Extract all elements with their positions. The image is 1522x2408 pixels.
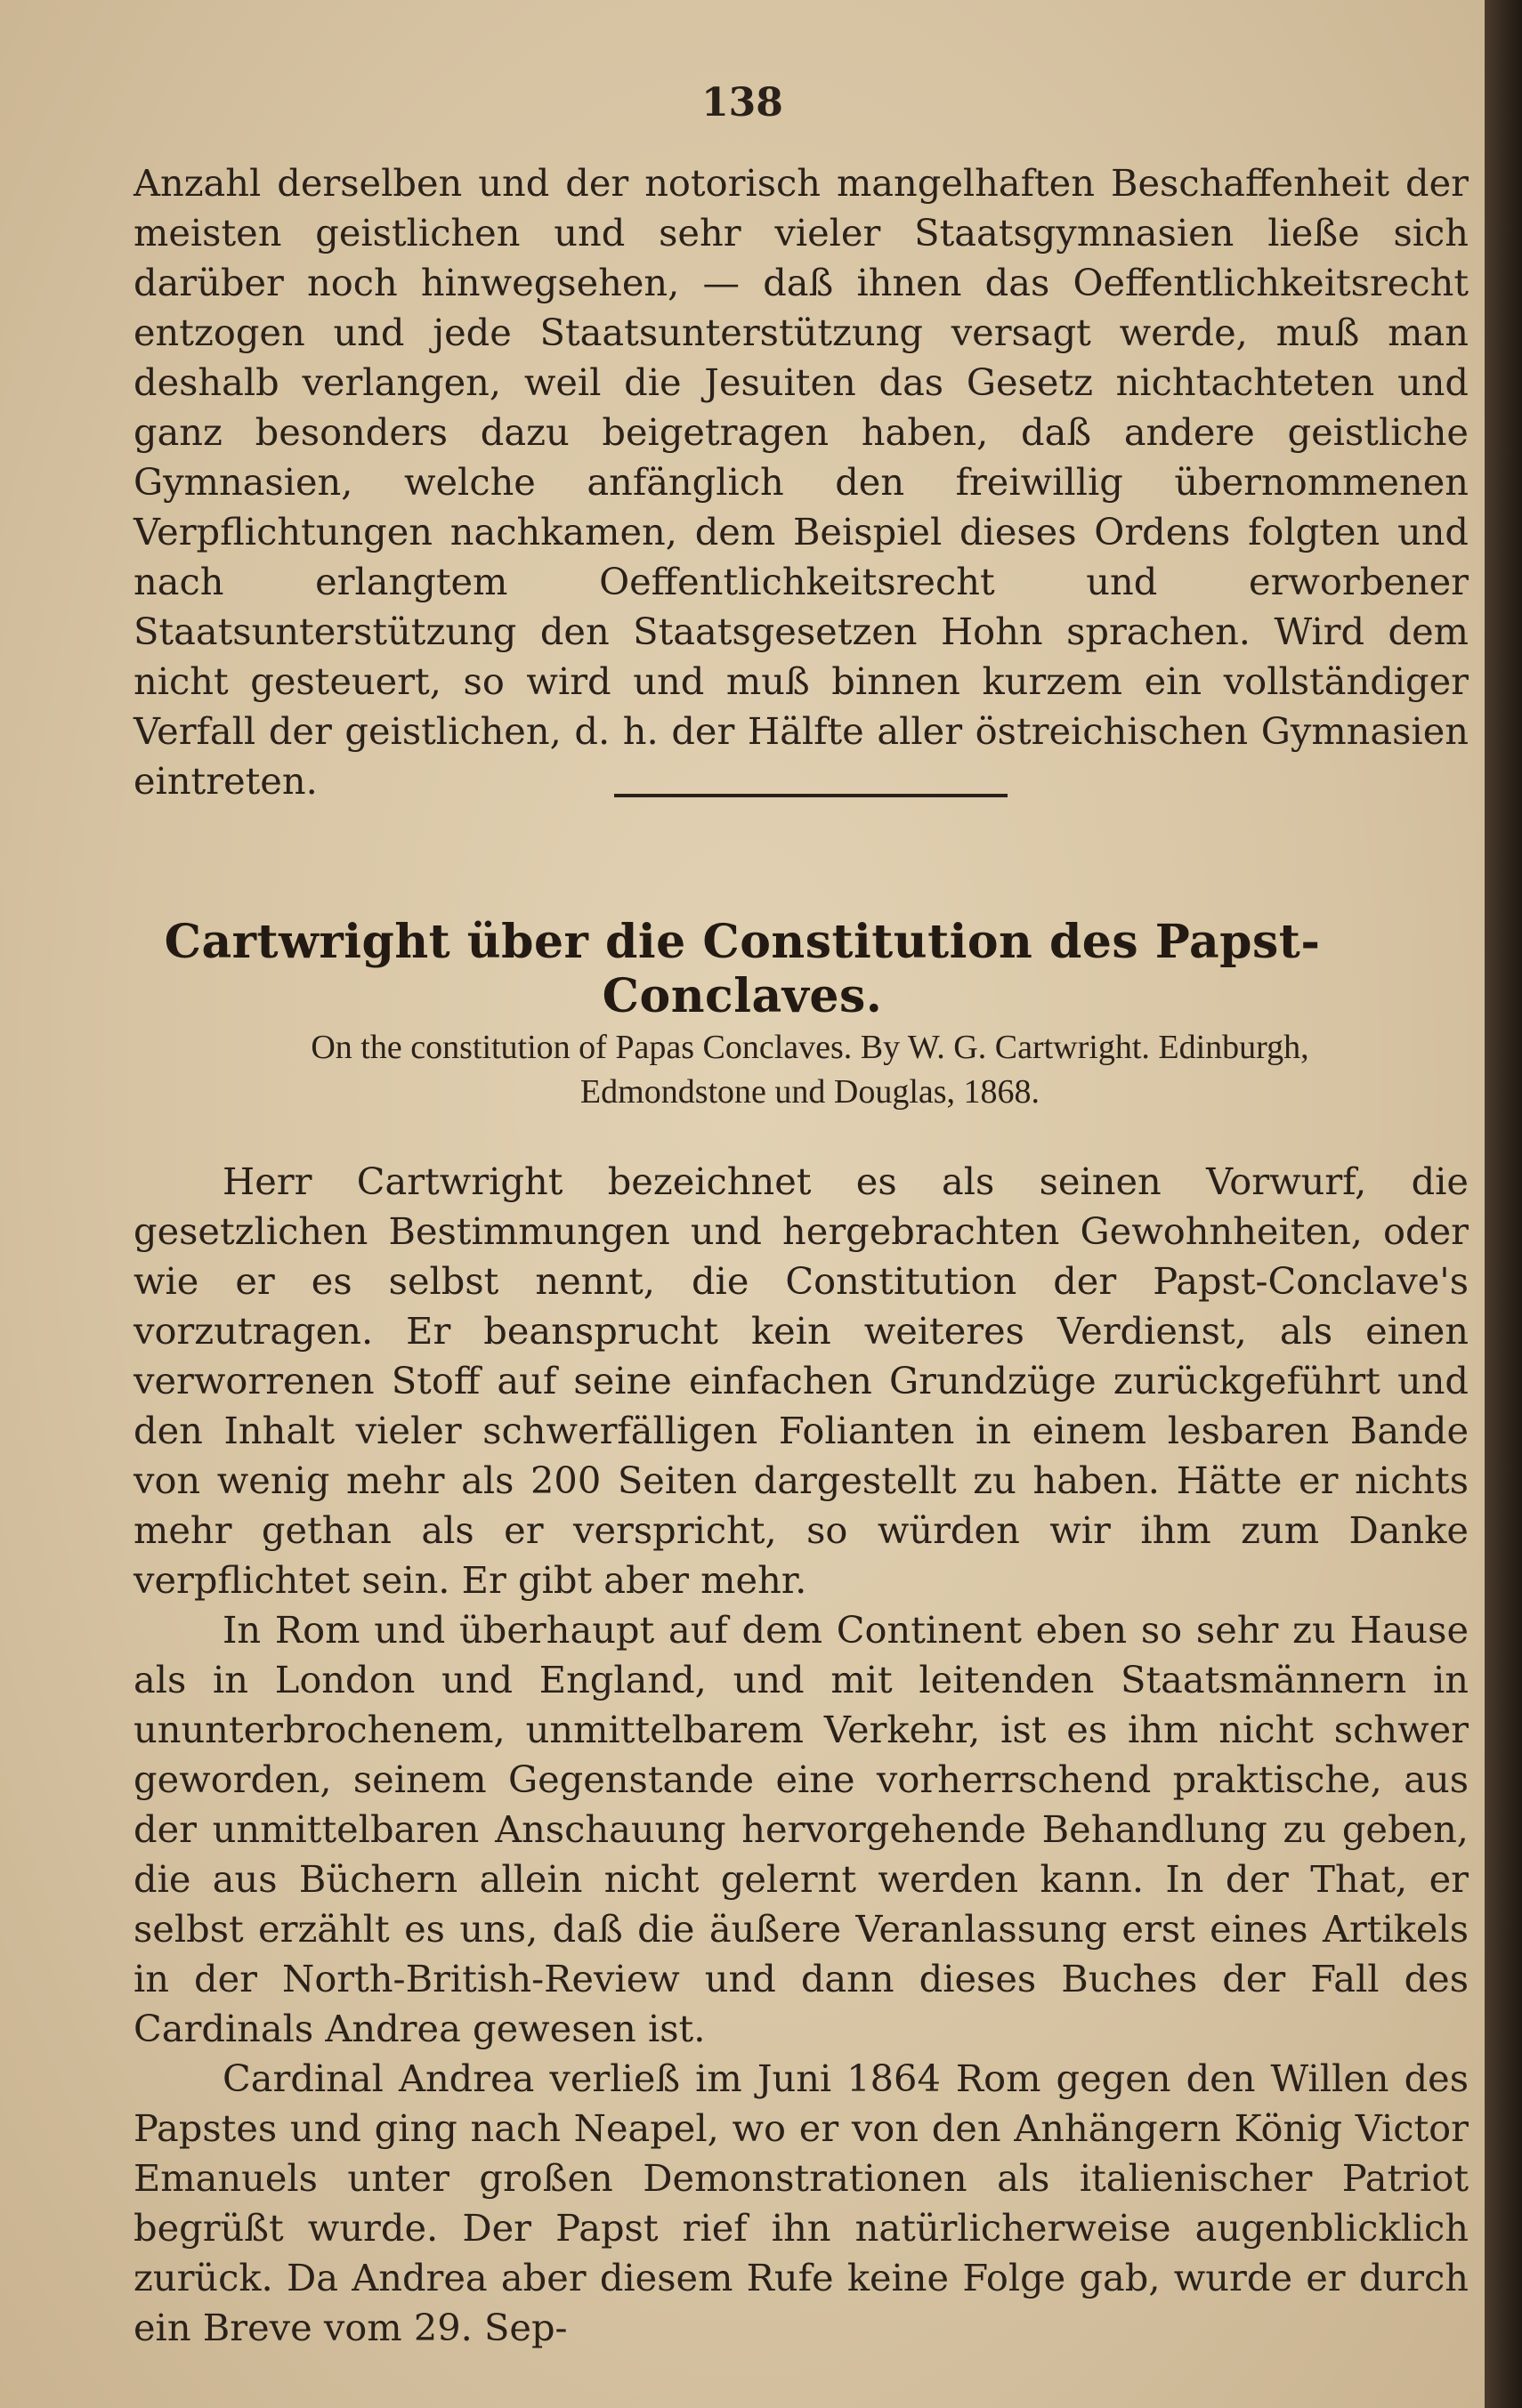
bibliographic-citation (142, 1025, 1477, 1114)
book-binding-edge (1485, 0, 1522, 2408)
paragraph: Herr Cartwright bezeichnet es als seinen Vorwurf, die gesetzlichen Bestimmungen und hergebrachten Gewohnheiten, oder wie er es selbst nennt, die Constitution der Papst-Conclave's vorzutragen. Er beansprucht kein weiteres Verdienst, als einen verworrenen Stoff auf seine einfachen Grundzüge zurückgeführt und den Inhalt vieler schwerfälligen Folianten in einem lesbaren Bande von wenig mehr als 200 Seiten dargestellt zu haben. Hätte er nichts mehr gethan als er verspricht, so würden wir ihm zum Danke verpflichtet sein. Er gibt aber mehr. (134, 1160, 1469, 1602)
section-title: Cartwright über die Constitution des Papst-Conclaves. (164, 915, 1321, 1023)
section-divider (614, 794, 1008, 797)
intro-paragraph (134, 158, 1469, 806)
page-number: 138 (701, 80, 783, 125)
paragraph: Cardinal Andrea verließ im Juni 1864 Rom gegen den Willen des Papstes und ging nach Neapel, wo er von den Anhängern König Victor Emanuels unter großen Demonstrationen als italienischer Patriot begrüßt wurde. Der Papst rief ihn natürlicherweise augenblicklich zurück. Da Andrea aber diesem Rufe keine Folge gab, wurde er durch ein Breve vom 29. Sep- (134, 2056, 1469, 2349)
citation-line: Edmondstone und Douglas, 1868. (579, 1073, 1040, 1111)
citation-line: On the constitution of Papas Conclaves. By W. G. Cartwright. Edinburgh, (311, 1029, 1309, 1066)
article-body (134, 1157, 1469, 2353)
paragraph: Anzahl derselben und der notorisch mangelhaften Beschaffenheit der meisten geistlichen und sehr vieler Staatsgymnasien ließe sich darüber noch hinwegsehen, — daß ihnen das Oeffentlichkeitsrecht entzogen und jede Staatsunterstützung versagt werde, muß man deshalb verlangen, weil die Jesuiten das Gesetz nichtachteten und ganz besonders dazu beigetragen haben, daß andere geistliche Gymnasien, welche anfänglich den freiwillig übernommenen Verpflichtungen nachkamen, dem Beispiel dieses Ordens folgten und nach erlangtem Oeffentlichkeitsrecht und erworbener Staatsunterstützung den Staatsgesetzen Hohn sprachen. Wird dem nicht gesteuert, so wird und muß binnen kurzem ein vollständiger Verfall der geistlichen, d. h. der Hälfte aller östreichischen Gymnasien eintreten. (134, 161, 1469, 803)
paragraph: In Rom und überhaupt auf dem Continent eben so sehr zu Hause als in London und England, und mit leitenden Staatsmännern in ununterbrochenem, unmittelbarem Verkehr, ist es ihm nicht schwer geworden, seinem Gegenstande eine vorherrschend praktische, aus der unmittelbaren Anschauung hervorgehende Behandlung zu geben, die aus Büchern allein nicht gelernt werden kann. In der That, er selbst erzählt es uns, daß die äußere Veranlassung erst eines Artikels in der North-British-Review und dann dieses Buches der Fall des Cardinals Andrea gewesen ist. (134, 1608, 1469, 2050)
